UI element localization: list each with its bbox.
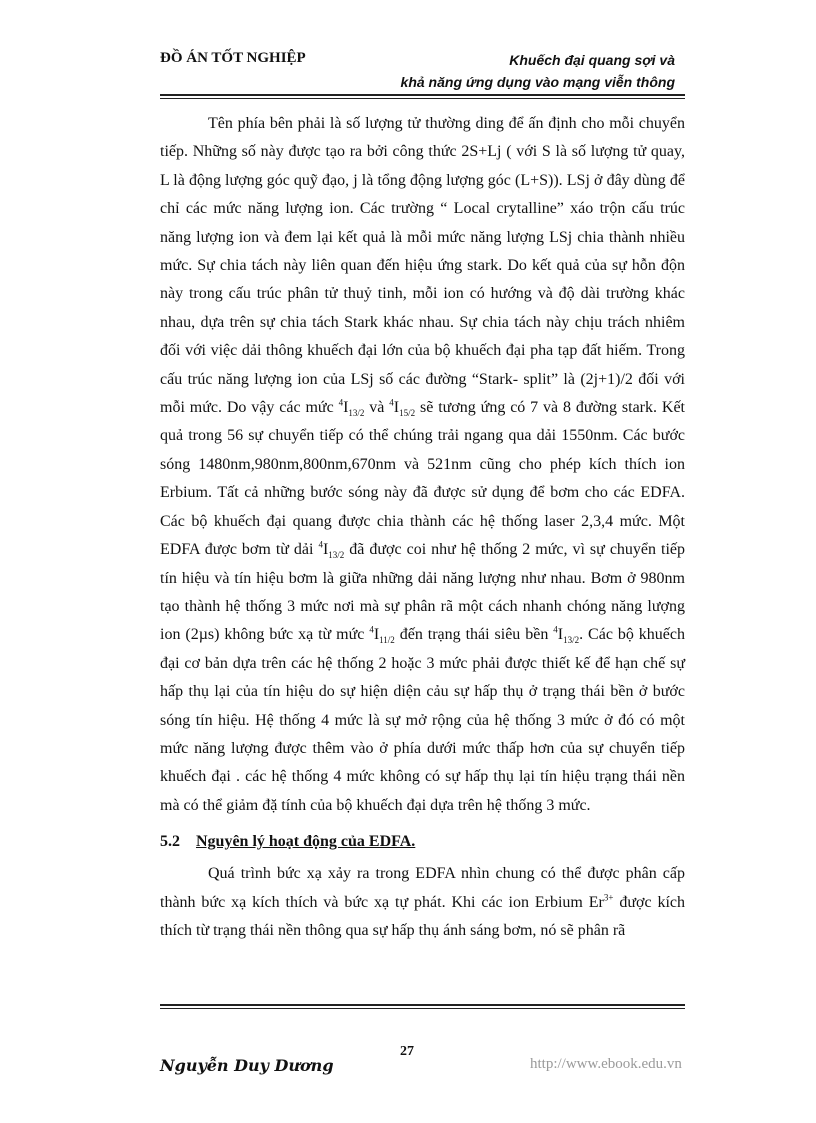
section-title: Nguyên lý hoạt động của EDFA. [196,833,416,851]
header-right-line2: khả năng ứng dụng vào mạng viễn thông [400,74,675,90]
paragraph-2: Quá trình bức xạ xảy ra trong EDFA nhìn chung có thể được phân cấp thành bức xạ kích thích và bức xạ tự phát. Khi các ion Erbium $Er^{3+}$ được kích thích từ trạng thái nền thông qua sự hấp thụ ánh sáng bơm, nó sẽ phân rã [160,865,685,939]
paragraph-1: Tên phía bên phải là số lượng tử thường ding để ấn định cho mỗi chuyển tiếp. Những số này được tạo ra bởi công thức 2S+Lj ( với S là số lượng tử quay, L là động lượng góc quỹ đạo, j là tổng động lượng góc (L+S)). LSj ở đây dùng để chỉ các mức năng lượng ion. Các trường “ Local crytalline” xáo trộn cấu trúc năng lượng ion và đem lại kết quả là mỗi mức năng lượng LSj chia thành nhiều mức. Sự chia tách này liên quan đến hiệu ứng stark. Do kết quả của sự hỗn độn này trong cấu trúc phân tử thuỷ tinh, mỗi ion có hướng và độ dài trường khác nhau, dựa trên sự chia tách Stark khác nhau. Sự chia tách này chịu trách nhiêm đối với việc dải thông khuếch đại lớn của bộ khuếch đại pha tạp đất hiếm. Trong cấu trúc năng lượng ion của LSj số các đường “Stark- split” là (2j+1)/2 đối với mỗi mức. Do vậy các mức $^4I_{13/2}$ và $^4I_{15/2}$ sẽ tương ứng có 7 và 8 đường stark. Kết quả trong 56 sự chuyển tiếp có thể chúng trải ngang qua dải 1550nm. Các bước sóng 1480nm,980nm,800nm,670nm và 521nm cũng cho phép kích thích ion Erbium. Tất cả những bước sóng này đã được sử dụng để bơm cho các EDFA. Các bộ khuếch đại quang được chia thành các hệ thống laser 2,3,4 mức. Một EDFA được bơm từ dải $^4I_{13/2}$ đã được coi như hệ thống 2 mức, vì sự chuyển tiếp tín hiệu và tín hiệu bơm là giữa những dải năng lượng như nhau. Bơm ở 980nm tạo thành hệ thống 3 mức nơi mà sự phân rã một cách nhanh chóng năng lượng ion (2µs) không bức xạ từ mức $^4I_{11/2}$ đến trạng thái siêu bền $^4I_{13/2}$. Các bộ khuếch đại cơ bản dựa trên các hệ thống 2 hoặc 3 mức phải được thiết kế để hạn chế sự hấp thụ lại của tín hiệu do sự hiện diện cảu sự hấp thụ ở trạng thái bền ở bước sóng tín hiệu. Hệ thống 4 mức là sự mở rộng của hệ thống 3 mức ở đó có một mức năng lượng được thêm vào ở phía dưới mức thấp hơn của sự chuyển tiếp khuếch đại . các hệ thống 4 mức không có sự hấp thụ lại tín hiệu trạng thái nền mà có thể giảm đặ tính của bộ khuếch đại dựa trên hệ thống 3 mức. [160,115,686,814]
page-number: 27 [400,1044,414,1059]
section-number: 5.2 [160,833,180,851]
footer-rule-thick [160,1004,685,1006]
footer-author: Nguyễn Duy Dương [160,1056,334,1075]
header-right-line1: Khuếch đại quang sợi và [509,52,675,68]
header-left-title: ĐỒ ÁN TỐT NGHIỆP [160,50,306,66]
footer-rule-thin [160,1008,685,1009]
footer-url[interactable]: http://www.ebook.edu.vn [530,1056,682,1072]
header-rule-thick [160,94,685,96]
section-heading [160,828,685,856]
body-text [160,110,685,945]
header-rule-thin [160,98,685,99]
header-right-title [385,49,675,93]
